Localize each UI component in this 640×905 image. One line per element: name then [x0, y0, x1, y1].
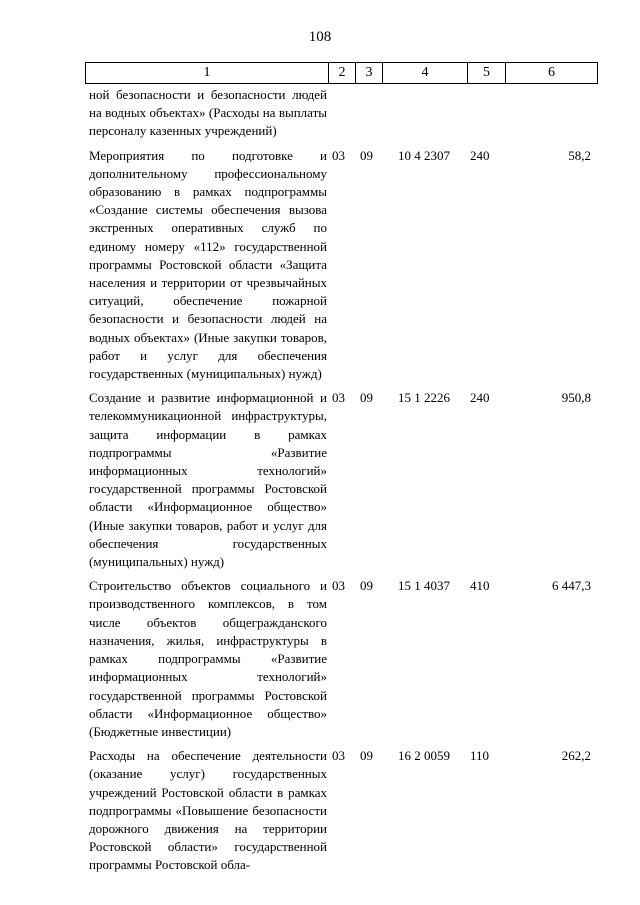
- table-row: [85, 86, 597, 141]
- row-subsection-code: 09: [360, 578, 373, 594]
- row-subsection-code: 09: [360, 748, 373, 764]
- header-col-6: 6: [506, 63, 598, 84]
- row-amount: 262,2: [561, 748, 591, 764]
- header-col-5: 5: [468, 63, 506, 84]
- row-target-article-code: 10 4 2307: [398, 147, 450, 163]
- table-row: [85, 147, 597, 384]
- page-number: 108: [308, 29, 332, 45]
- table-column-header: [85, 62, 598, 84]
- row-target-article-code: 16 2 0059: [398, 748, 450, 764]
- row-expense-type-code: 410: [470, 578, 490, 594]
- header-col-3: 3: [356, 63, 383, 84]
- row-section-code: 03: [332, 578, 345, 594]
- row-description: Создание и развитие информационной и телекоммуникационной инфраструктуры, защита информации в рамках подпрограммы «Развитие информационных технологий» государственной программы Ростовской области «Информационное общество» (Иные закупки товаров, работ и услуг для обеспечения государственных (муниципальных) нужд): [89, 390, 327, 570]
- table-row: [85, 389, 597, 571]
- row-subsection-code: 09: [360, 147, 373, 163]
- row-subsection-code: 09: [360, 390, 373, 406]
- table-row: [85, 577, 597, 741]
- row-amount: 950,8: [561, 390, 591, 406]
- table-row: [85, 747, 597, 874]
- header-col-4: 4: [383, 63, 468, 84]
- header-col-1: 1: [86, 63, 329, 84]
- row-expense-type-code: 240: [470, 147, 490, 163]
- row-expense-type-code: 110: [470, 748, 490, 764]
- row-section-code: 03: [332, 147, 345, 163]
- row-amount: 58,2: [568, 147, 591, 163]
- table-body: [85, 86, 597, 881]
- row-section-code: 03: [332, 390, 345, 406]
- row-description: Строительство объектов социального и производственного комплексов, в том числе объектов общегражданского назначения, жилья, инфраструктуры в рамках подпрограммы «Развитие информационных технологий» государственной программы Ростовской области «Информационное общество» (Бюджетные инвестиции): [89, 578, 327, 739]
- row-target-article-code: 15 1 4037: [398, 578, 450, 594]
- row-amount: 6 447,3: [552, 578, 591, 594]
- row-description: Расходы на обеспечение деятельности (оказание услуг) государственных учреждений Ростовской области в рамках подпрограммы «Повышение безопасности дорожного движения на территории Ростовской области» государственной программы Ростовской обла-: [89, 748, 327, 873]
- row-expense-type-code: 240: [470, 390, 490, 406]
- header-col-2: 2: [329, 63, 356, 84]
- row-description: ной безопасности и безопасности людей на водных объектах» (Расходы на выплаты персоналу казенных учреждений): [89, 87, 327, 139]
- row-description: Мероприятия по подготовке и дополнительному профессиональному образованию в рамках подпрограммы «Создание системы обеспечения вызова экстренных оперативных служб по единому номеру «112» государственной программы Ростовской области «Защита населения и территории от чрезвычайных ситуаций, обеспечение пожарной безопасности и безопасности людей на водных объектах» (Иные закупки товаров, работ и услуг для обеспечения государственных (муниципальных) нужд): [89, 147, 327, 382]
- row-target-article-code: 15 1 2226: [398, 390, 450, 406]
- row-section-code: 03: [332, 748, 345, 764]
